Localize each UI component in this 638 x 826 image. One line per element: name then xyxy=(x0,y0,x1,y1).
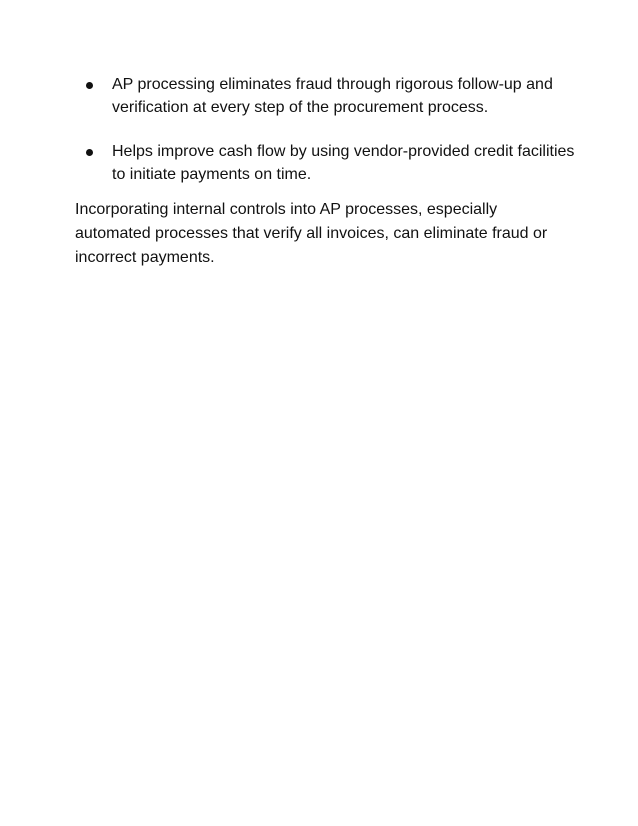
bullet-text: AP processing eliminates fraud through rigorous follow-up and verification at every step of the procurement process. xyxy=(112,76,553,116)
body-paragraph: Incorporating internal controls into AP processes, especially automated processes that verify all invoices, can eliminate fraud or incorrect payments. xyxy=(75,201,548,266)
list-item xyxy=(80,73,580,119)
bullet-text: Helps improve cash flow by using vendor-provided credit facilities to initiate payments on time. xyxy=(112,143,575,183)
list-item xyxy=(80,140,580,186)
bullet-list xyxy=(80,73,580,207)
bullet-dot-icon xyxy=(86,149,93,156)
bullet-dot-icon xyxy=(86,82,93,89)
